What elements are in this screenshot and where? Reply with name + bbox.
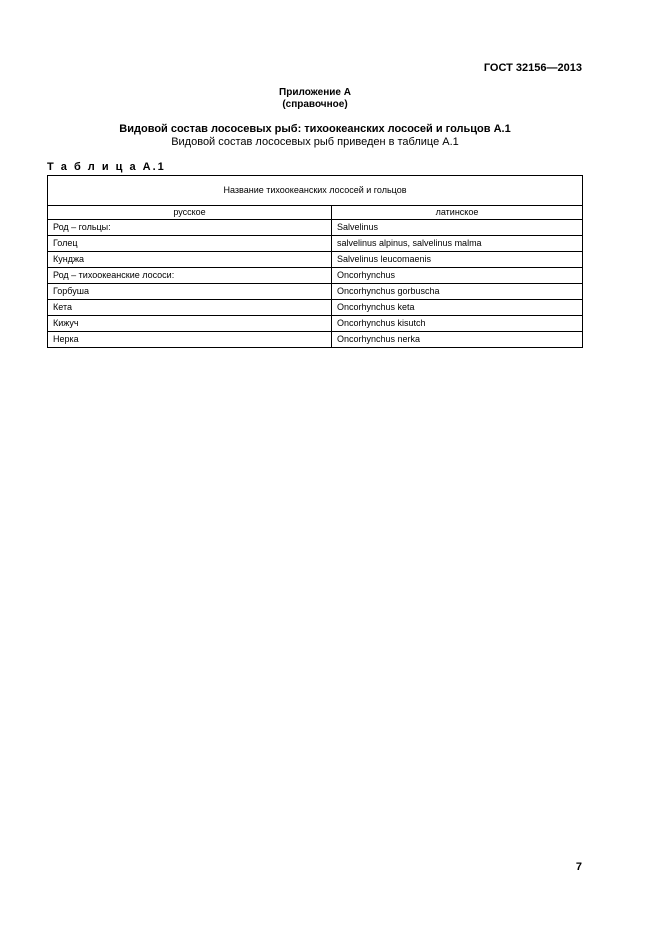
section-subheading: Видовой состав лососевых рыб приведен в таблице А.1	[171, 136, 459, 148]
cell-latin: Oncorhynchus keta	[332, 300, 583, 316]
table-group-header-row	[48, 176, 583, 206]
table-row	[48, 332, 583, 348]
table-label: Т а б л и ц а А.1	[47, 161, 166, 173]
standard-code: ГОСТ 32156—2013	[483, 62, 582, 74]
cell-russian: Кижуч	[48, 316, 332, 332]
cell-russian: Род – тихоокеанские лососи:	[48, 268, 332, 284]
table-row	[48, 268, 583, 284]
cell-latin: Salvelinus leucomaenis	[332, 252, 583, 268]
cell-latin: Oncorhynchus nerka	[332, 332, 583, 348]
cell-russian: Кета	[48, 300, 332, 316]
cell-russian: Нерка	[48, 332, 332, 348]
table-row	[48, 300, 583, 316]
cell-latin: salvelinus alpinus, salvelinus malma	[332, 236, 583, 252]
page-number: 7	[575, 861, 582, 873]
table-row	[48, 316, 583, 332]
cell-russian: Род – гольцы:	[48, 220, 332, 236]
appendix-heading	[0, 87, 630, 111]
table-row	[48, 236, 583, 252]
species-table	[47, 175, 583, 348]
cell-latin: Salvelinus	[332, 220, 583, 236]
cell-latin: Oncorhynchus gorbuscha	[332, 284, 583, 300]
table-column-header-row	[48, 206, 583, 220]
cell-latin: Oncorhynchus kisutch	[332, 316, 583, 332]
section-heading: Видовой состав лососевых рыб: тихоокеанских лососей и гольцов А.1	[119, 123, 511, 135]
column-header-latin: латинское	[332, 206, 583, 220]
table-row	[48, 284, 583, 300]
column-header-russian: русское	[48, 206, 332, 220]
appendix-note: (справочное)	[282, 99, 348, 110]
group-header: Название тихоокеанских лососей и гольцов	[48, 176, 583, 206]
table-row	[48, 252, 583, 268]
cell-russian: Кунджа	[48, 252, 332, 268]
cell-russian: Горбуша	[48, 284, 332, 300]
table-row	[48, 220, 583, 236]
cell-russian: Голец	[48, 236, 332, 252]
cell-latin: Oncorhynchus	[332, 268, 583, 284]
appendix-title: Приложение А	[279, 87, 351, 98]
